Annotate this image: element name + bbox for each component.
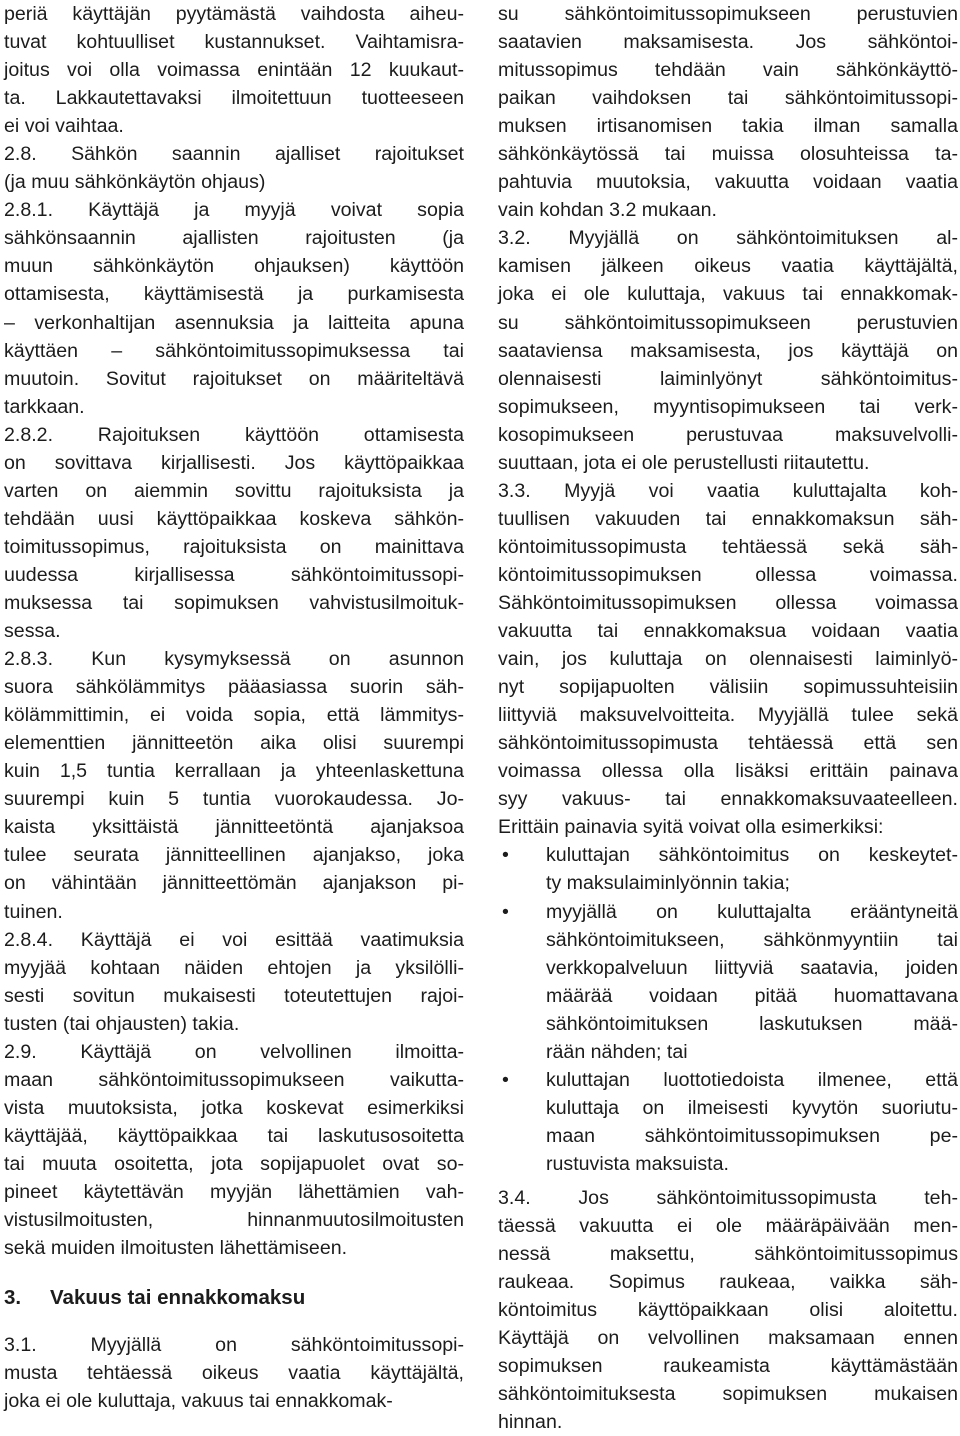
- text-line: tuinen.: [4, 900, 63, 923]
- text-line: myyjällä on kuluttajalta erääntyneitä: [546, 900, 958, 923]
- text-line: 2.9. Käyttäjä on velvollinen ilmoitta-: [4, 1040, 464, 1063]
- text-line: nessä maksettu, sähköntoimitussopimus: [498, 1243, 958, 1266]
- text-line: vain, jos kuluttaja on olennaisesti laiminlyö-: [498, 648, 958, 671]
- text-line: elementtien jännitteetön aika olisi suurempi: [4, 732, 464, 755]
- text-line: 3.4. Jos sähköntoimitussopimusta teh-: [498, 1186, 958, 1209]
- text-line: syy vakuus- tai ennakkomaksuvaateelleen.: [498, 788, 958, 811]
- text-line: köntoimitussopimusta tehtäessä sekä säh-: [498, 535, 958, 558]
- text-line: verkkopalveluun liittyviä saatavia, joiden: [546, 956, 958, 979]
- section-3-1: [4, 1331, 464, 1415]
- text-line: nyt sopijapuolten välisiin sopimussuhteisiin: [498, 676, 958, 699]
- text-line: rään nähden; tai: [546, 1040, 688, 1063]
- text-line: maan sähköntoimitussopimukseen vaikutta-: [4, 1068, 464, 1091]
- text-line: Käyttäjä on velvollinen maksamaan ennen: [498, 1327, 958, 1350]
- text-line: sopimukseen, myyntisopimukseen tai verk-: [498, 395, 958, 418]
- section-2-8: [4, 140, 464, 196]
- paragraph-continuation-right: [498, 0, 958, 224]
- text-line: sähkönkäytössä tai muissa olosuhteissa ta-: [498, 143, 958, 166]
- text-line: kaista yksittäistä jännitteetöntä ajanjaksoa: [4, 816, 464, 839]
- text-line: on sovittava kirjallisesti. Jos käyttöpaikkaa: [4, 451, 464, 474]
- text-line: vista muutoksista, jotka koskevat esimerkiksi: [4, 1096, 464, 1119]
- text-line: vakuutta tai ennakkomaksua voidaan vaatia: [498, 620, 958, 643]
- text-line: 2.8.3. Kun kysymyksessä on asunnon: [4, 648, 464, 671]
- bullet-icon: •: [502, 844, 509, 867]
- heading-number: 3.: [4, 1286, 22, 1310]
- text-line: olennaisesti laiminlyönyt sähköntoimitus-: [498, 367, 958, 390]
- text-line: hinnan.: [498, 1411, 563, 1434]
- text-line: sähköntoimitukseen, sähkönmyyntiin tai: [546, 928, 958, 951]
- text-line: kölämmittimin, ei voida sopia, että lämmitys-: [4, 704, 464, 727]
- text-line: tehdään uusi käyttöpaikkaa koskeva sähkön-: [4, 507, 464, 530]
- text-line: saatavien maksamisesta. Jos sähköntoi-: [498, 31, 958, 54]
- text-line: kuluttajan sähköntoimitus on keskeytet-: [546, 844, 958, 867]
- text-line: täessä vakuutta ei ole määräpäivään men-: [498, 1215, 958, 1238]
- text-line: sessa.: [4, 620, 61, 643]
- section-2-9: [4, 1038, 464, 1262]
- text-line: joitus voi olla voimassa enintään 12 kuukaut-: [4, 59, 464, 82]
- text-line: ottamisesta, käyttämisestä ja purkamisesta: [4, 283, 464, 306]
- text-line: saataviensa maksamisesta, jos käyttäjä on: [498, 339, 958, 362]
- section-2-8-1: [4, 196, 464, 420]
- text-line: mitussopimus tehdään vain sähkönkäyttö-: [498, 59, 958, 82]
- text-line: on vähintään jännitteettömän ajanjakson pi-: [4, 872, 464, 895]
- text-line: myyjää kohtaan näiden ehtojen ja yksilölli-: [4, 956, 464, 979]
- text-line: rustuvista maksuista.: [546, 1152, 729, 1175]
- text-line: suuttaan, jota ei ole perustellusti riitautettu.: [498, 451, 870, 474]
- text-line: periä käyttäjän pyytämästä vaihdosta aiheu-: [4, 3, 464, 25]
- text-line: pahtuvia muutoksia, vakuutta voidaan vaatia: [498, 171, 958, 194]
- text-line: sesti sovitun mukaisesti toteutettujen rajoi-: [4, 984, 464, 1007]
- text-line: ta. Lakkautettavaksi ilmoitettuun tuotteeseen: [4, 87, 464, 110]
- text-line: su sähköntoimitussopimukseen perustuvien: [498, 3, 958, 25]
- text-line: Erittäin painavia syitä voivat olla esimerkiksi:: [498, 816, 884, 839]
- text-line: vain kohdan 3.2 mukaan.: [498, 199, 717, 222]
- text-line: su sähköntoimitussopimukseen perustuvien: [498, 311, 958, 334]
- text-line: kamisen jälkeen oikeus vaatia käyttäjältä,: [498, 255, 958, 278]
- bullet-icon: •: [502, 1068, 509, 1091]
- text-line: sähköntoimitussopimusta tehtäessä että sen: [498, 732, 958, 755]
- text-line: määrää voidaan pitää huomattavana: [546, 984, 958, 1007]
- text-line: köntoimitussopimuksen ollessa voimassa.: [498, 563, 958, 586]
- text-line: toimitussopimus, rajoituksista on mainittava: [4, 535, 464, 558]
- text-line: 2.8. Sähkön saannin ajalliset rajoitukset: [4, 143, 464, 166]
- section-2-8-3: [4, 645, 464, 925]
- text-line: – verkonhaltijan asennuksia ja laitteita apuna: [4, 311, 464, 334]
- text-line: Sähköntoimitussopimuksen ollessa voimassa: [498, 591, 958, 614]
- text-line: sekä muiden ilmoitusten lähettämiseen.: [4, 1237, 348, 1260]
- text-line: 3.2. Myyjällä on sähköntoimituksen al-: [498, 227, 958, 250]
- section-3-3: [498, 477, 958, 842]
- section-2-8-2: [4, 421, 464, 645]
- section-3-heading: [4, 1284, 464, 1312]
- text-line: joka ei ole kuluttaja, vakuus tai ennakkomak-: [498, 283, 958, 306]
- text-line: 3.3. Myyjä voi vaatia kuluttajalta koh-: [498, 479, 958, 502]
- text-line: käyttäjää, käyttöpaikkaa tai laskutusosoitetta: [4, 1124, 464, 1147]
- text-line: joka ei ole kuluttaja, vakuus tai ennakkomak-: [4, 1390, 393, 1413]
- text-line: 2.8.2. Rajoituksen käyttöön ottamisesta: [4, 423, 464, 446]
- text-line: muksen irtisanomisen takia ilman samalla: [498, 115, 958, 138]
- text-line: ty maksulaiminlyönnin takia;: [546, 872, 790, 895]
- text-line: sopimuksen raukeamista käyttämästään: [498, 1355, 958, 1378]
- text-line: pineet käytettävän myyjän lähettämien vah-: [4, 1180, 464, 1203]
- text-line: käyttäen – sähköntoimitussopimuksessa tai: [4, 339, 464, 362]
- text-line: kuluttaja on ilmeisesti kyvytön suoriutu-: [546, 1096, 958, 1119]
- text-line: liittyviä maksuvelvoitteita. Myyjällä tulee sekä: [498, 704, 958, 727]
- text-line: uudessa kirjallisessa sähköntoimitussopi-: [4, 563, 464, 586]
- text-line: vistusilmoitusten, hinnanmuutosilmoitusten: [4, 1209, 464, 1232]
- text-line: voimassa ollessa olla lisäksi erittäin painava: [498, 760, 958, 783]
- text-line: tuullisen vakuuden tai ennakkomaksun säh-: [498, 507, 958, 530]
- text-line: paikan vaihdoksen tai sähköntoimitussopi-: [498, 87, 958, 110]
- text-line: kuluttajan luottotiedoista ilmenee, että: [546, 1068, 958, 1091]
- text-line: raukeaa. Sopimus raukeaa, vaikka säh-: [498, 1271, 958, 1294]
- bullet-icon: •: [502, 900, 509, 923]
- text-line: suora sähkölämmitys pääasiassa suorin säh-: [4, 676, 464, 699]
- text-line: kuin 1,5 tuntia kerrallaan ja yhteenlaskettuna: [4, 760, 464, 783]
- section-3-4: [498, 1184, 958, 1436]
- bullet-list: [498, 841, 958, 1184]
- text-line: 2.8.1. Käyttäjä ja myyjä voivat sopia: [4, 199, 464, 222]
- text-line: 3.1. Myyjällä on sähköntoimitussopi-: [4, 1334, 464, 1357]
- text-line: muksessa tai sopimuksen vahvistusilmoituk-: [4, 591, 464, 614]
- text-line: sähköntoimituksesta sopimuksen mukaisen: [498, 1383, 958, 1406]
- text-line: kosopimukseen perustuvaa maksuvelvolli-: [498, 423, 958, 446]
- text-line: tarkkaan.: [4, 395, 85, 418]
- heading-title: Vakuus tai ennakkomaksu: [50, 1286, 306, 1310]
- text-line: ei voi vaihtaa.: [4, 115, 124, 138]
- text-line: muutoin. Sovitut rajoitukset on määriteltävä: [4, 367, 464, 390]
- right-column: [498, 0, 958, 1436]
- paragraph-continuation: [4, 0, 464, 140]
- text-line: musta tehtäessä oikeus vaatia käyttäjältä,: [4, 1362, 464, 1385]
- bullet-item: [498, 841, 958, 897]
- left-column: [4, 0, 464, 1415]
- text-line: tuvat kohtuulliset kustannukset. Vaihtamisra-: [4, 31, 464, 54]
- section-3-2: [498, 224, 958, 476]
- text-line: suurempi kuin 5 tuntia vuorokaudessa. Jo-: [4, 788, 464, 811]
- text-line: 2.8.4. Käyttäjä ei voi esittää vaatimuksia: [4, 928, 464, 951]
- text-line: maan sähköntoimitussopimuksen pe-: [546, 1124, 958, 1147]
- text-line: muun sähkönkäytön ohjauksen) käyttöön: [4, 255, 464, 278]
- text-line: varten on aiemmin sovittu rajoituksista ja: [4, 479, 464, 502]
- text-line: tai muuta osoitetta, jota sopijapuolet ovat so-: [4, 1152, 464, 1175]
- text-line: sähkönsaannin ajallisten rajoitusten (ja: [4, 227, 464, 250]
- text-line: tulee seurata jännitteellinen ajanjakso, joka: [4, 844, 464, 867]
- text-line: sähköntoimituksen laskutuksen mää-: [546, 1012, 958, 1035]
- section-2-8-4: [4, 926, 464, 1038]
- text-line: tusten (tai ohjausten) takia.: [4, 1012, 240, 1035]
- text-line: (ja muu sähkönkäytön ohjaus): [4, 171, 266, 194]
- bullet-item: [498, 898, 958, 1066]
- text-line: köntoimitus käyttöpaikkaan olisi aloitettu.: [498, 1299, 958, 1322]
- bullet-item: [498, 1066, 958, 1178]
